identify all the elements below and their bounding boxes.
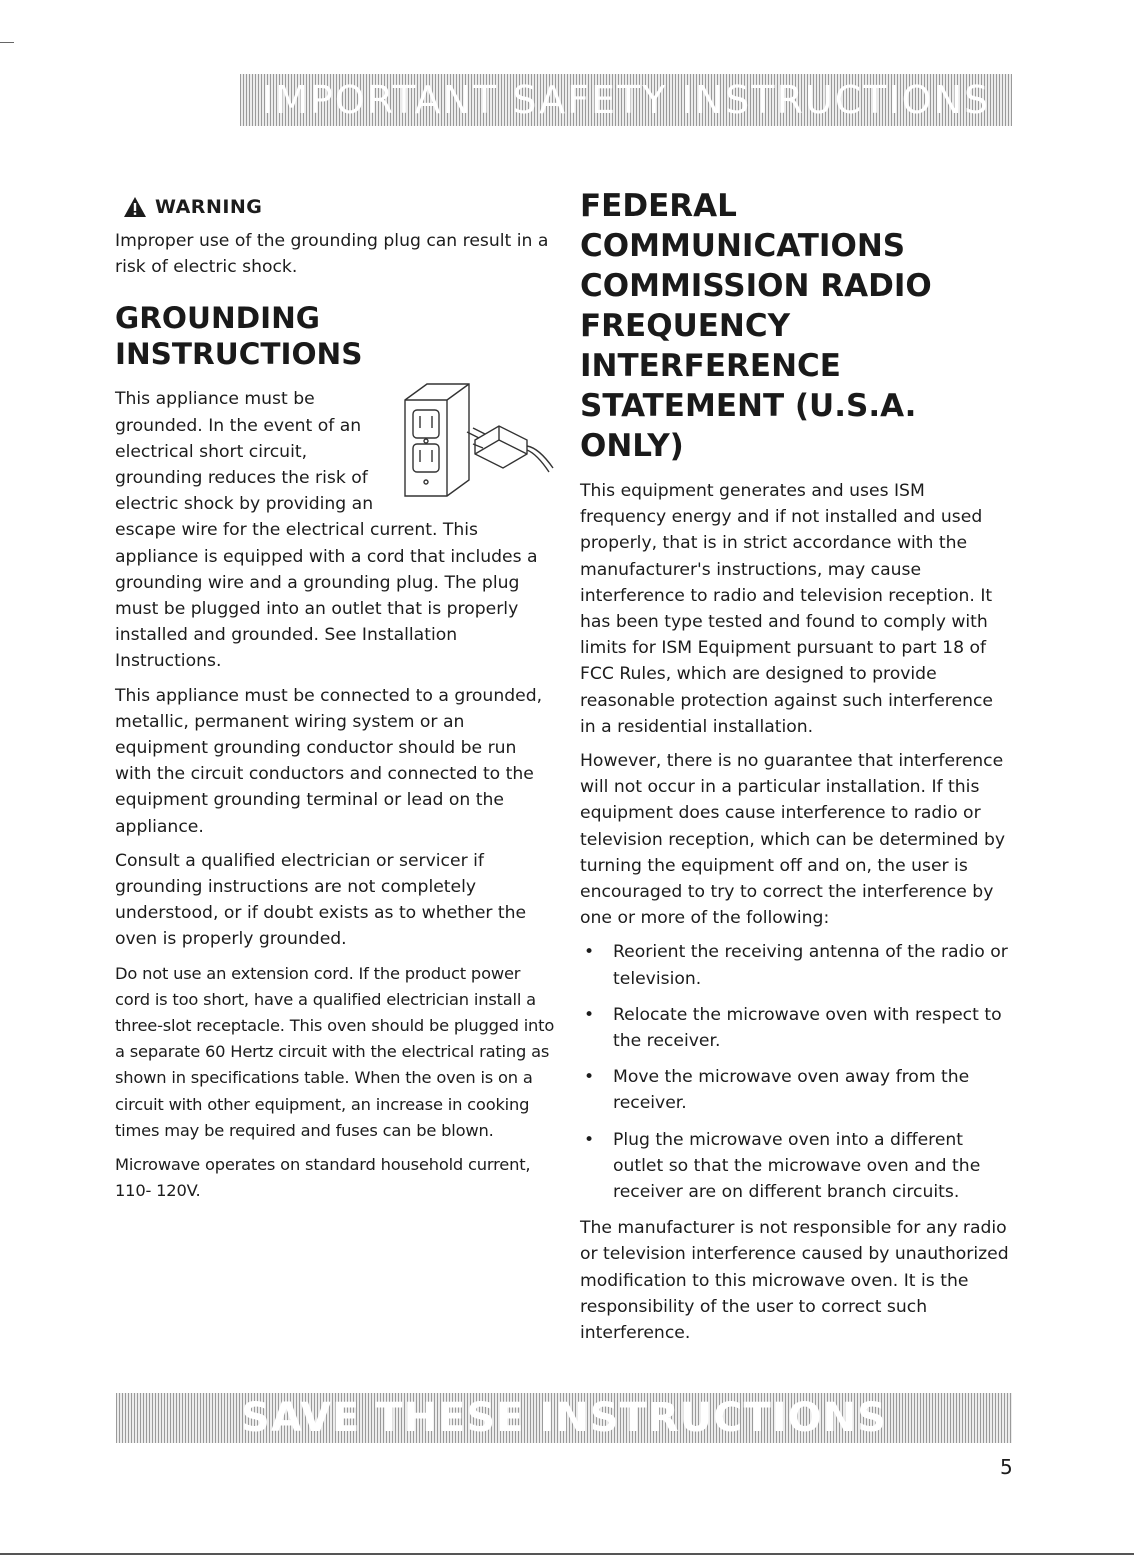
list-item <box>580 939 1010 991</box>
corner-mark <box>0 42 14 43</box>
safety-header-banner <box>240 74 1012 126</box>
save-instructions-banner <box>116 1393 1012 1443</box>
right-column <box>580 186 1010 1354</box>
grounding-paragraph: This appliance must be grounded. In the event of an electrical short circuit, grounding reduces the risk of electric shock by providing an escape wire for the electrical current. This appliance is equipped with a cord that includes a grounding wire and a grounding plug. The plug must be plugged into an outlet that is properly installed and grounded. See Installation Instructions. <box>115 389 538 672</box>
grounding-paragraph: This appliance must be connected to a grounded, metallic, permanent wiring system or an equipment grounding conductor should be run with the circuit conductors and connected to the equipment grounding terminal or lead on the appliance. <box>115 685 543 837</box>
outlet-plug-illustration <box>387 382 555 502</box>
bottom-rule <box>0 1553 1134 1555</box>
grounding-title-line: INSTRUCTIONS <box>115 337 363 372</box>
fcc-title <box>580 186 1010 466</box>
page-number: 5 <box>1000 1455 1013 1479</box>
list-item-text: Relocate the microwave oven with respect to the receiver. <box>613 1004 1002 1052</box>
fcc-paragraph: This equipment generates and uses ISM frequency energy and if not installed and used properly, that is in strict accordance with the manufacturer's instructions, may cause interference to radio and television reception. It has been type tested and found to comply with limits for ISM Equipment pursuant to part 18 of FCC Rules, which are designed to provide reasonable protection against such interference in a residential installation. <box>580 481 993 737</box>
bullet-icon: • <box>584 1067 595 1088</box>
bullet-icon: • <box>584 1129 595 1150</box>
list-item-text: Move the microwave oven away from the receiver. <box>613 1067 970 1114</box>
list-item-text: Plug the microwave oven into a different outlet so that the microwave oven and the receiver are on different branch circuits. <box>613 1129 981 1203</box>
warning-text: Improper use of the grounding plug can result in a risk of electric shock. <box>115 231 549 278</box>
grounding-title <box>115 300 555 372</box>
bullet-icon: • <box>584 1004 595 1025</box>
list-item <box>580 1002 1010 1054</box>
grounding-paragraph: Do not use an extension cord. If the product power cord is too short, have a qualified electrician install a three-slot receptacle. This oven should be plugged into a separate 60 Hertz circuit with the electrical rating as shown in specifications table. When the oven is on a circuit with other equipment, an increase in cooking times may be required and fuses can be blown. <box>115 963 555 1140</box>
list-item-text: Reorient the receiving antenna of the radio or television. <box>613 942 1008 989</box>
fcc-title-line: FEDERAL <box>580 188 737 224</box>
fcc-title-line: STATEMENT (U.S.A. ONLY) <box>580 388 917 464</box>
warning-title: WARNING <box>155 196 263 218</box>
grounding-title-line: GROUNDING <box>115 301 321 336</box>
fcc-paragraph: However, there is no guarantee that interference will not occur in a particular installation. If this equipment does cause interference to radio or television reception, which can be determined by turning the equipment off and on, the user is encouraged to try to correct the interference by one or more of the following: <box>580 751 1006 929</box>
bullet-icon: • <box>584 942 595 963</box>
grounding-paragraph: Consult a qualified electrician or servicer if grounding instructions are not completely understood, or if doubt exists as to whether the oven is properly grounded. <box>115 850 527 950</box>
fcc-paragraph: The manufacturer is not responsible for any radio or television interference caused by unauthorized modification to this microwave oven. It is the responsibility of the user to correct such interference. <box>580 1218 1009 1344</box>
fcc-title-line: COMMISSION RADIO <box>580 268 932 304</box>
list-item <box>580 1064 1010 1116</box>
footer-banner-text: SAVE THESE INSTRUCTIONS <box>241 1395 887 1441</box>
fcc-bullet-list <box>580 939 1010 1205</box>
left-column <box>115 196 555 1213</box>
header-banner-text: IMPORTANT SAFETY INSTRUCTIONS <box>261 78 991 122</box>
warning-triangle-icon <box>123 196 147 218</box>
fcc-title-line: FREQUENCY INTERFERENCE <box>580 308 841 384</box>
list-item <box>580 1127 1010 1206</box>
warning-heading <box>123 196 555 218</box>
grounding-paragraph: Microwave operates on standard household current, 110- 120V. <box>115 1155 531 1201</box>
fcc-title-line: COMMUNICATIONS <box>580 228 906 264</box>
